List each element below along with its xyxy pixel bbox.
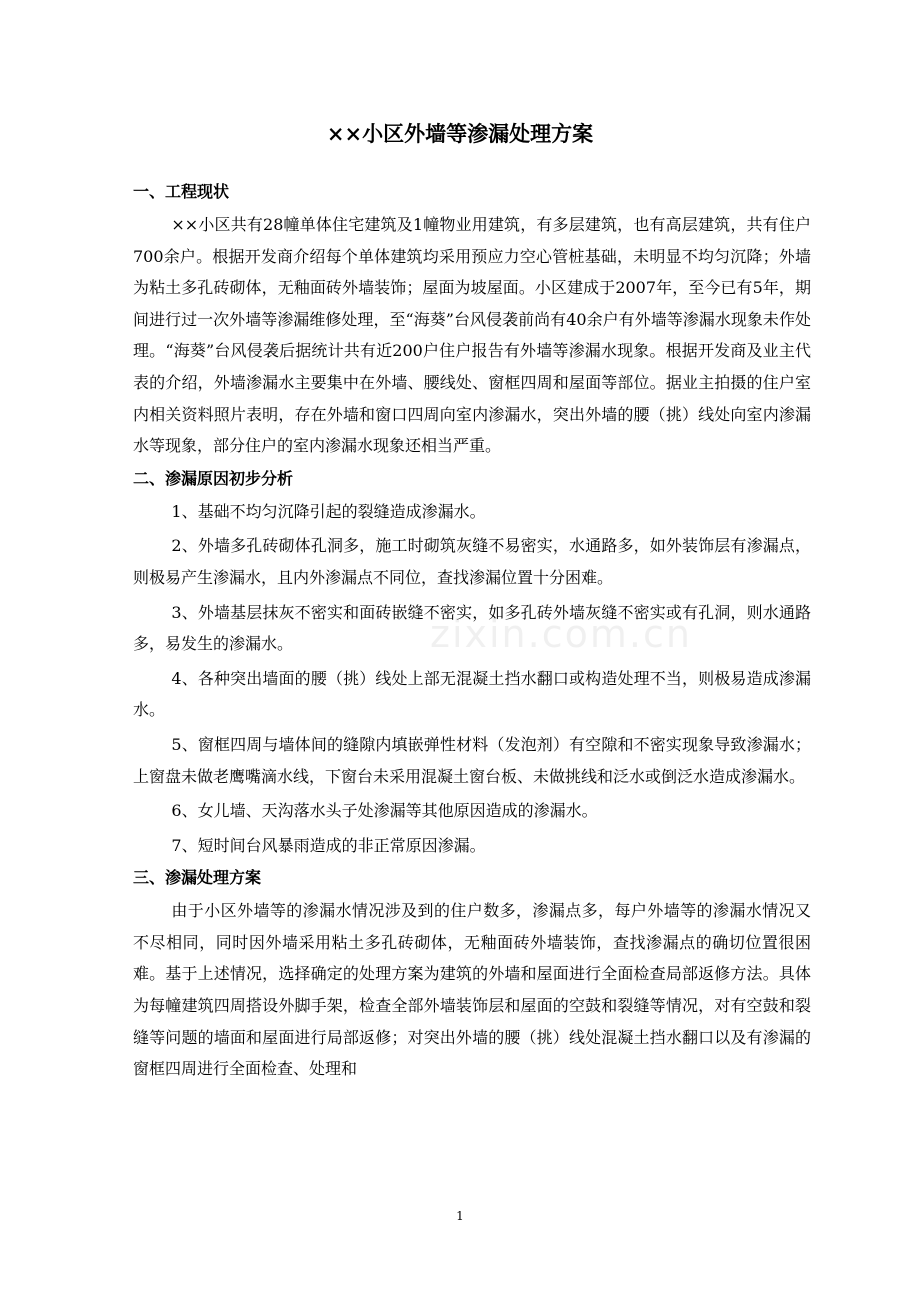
paragraph-plan: 由于小区外墙等的渗漏水情况涉及到的住户数多，渗漏点多，每户外墙等的渗漏水情况又不尽相同，同时因外墙采用粘土多孔砖砌体，无釉面砖外墙装饰，查找渗漏点的确切位置很困难。基于上述情况，选择确定的处理方案为建筑的外墙和屋面进行全面检查局部返修方法。具体为每幢建筑四周搭设外脚手架，检查全部外墙装饰层和屋面的空鼓和裂缝等情况，对有空鼓和裂缝等问题的墙面和屋面进行局部返修；对突出外墙的腰（挑）线处混凝土挡水翻口以及有渗漏的窗框四周进行全面检查、处理和: [133, 901, 811, 1079]
cause-item-1: 1、基础不均匀沉降引起的裂缝造成渗漏水。: [171, 501, 486, 521]
document-title: ××小区外墙等渗漏处理方案: [326, 121, 594, 146]
cause-item-5: 5、窗框四周与墙体间的缝隙内填嵌弹性材料（发泡剂）有空隙和不密实现象导致渗漏水；上窗盘未做老鹰嘴滴水线，下窗台未采用混凝土窗台板、未做挑线和泛水或倒泛水造成渗漏水。: [133, 734, 811, 786]
document-body: [133, 175, 811, 1085]
paragraph-status: ××小区共有28幢单体住宅建筑及1幢物业用建筑，有多层建筑，也有高层建筑，共有住户700余户。根据开发商介绍每个单体建筑均采用预应力空心管桩基础，未明显不均匀沉降；外墙为粘土多孔砖砌体，无釉面砖外墙装饰；屋面为坡屋面。小区建成于2007年，至今已有5年，期间进行过一次外墙等渗漏维修处理，至“海葵”台风侵袭前尚有40余户有外墙等渗漏水现象未作处理。“海葵”台风侵袭后据统计共有近200户住户报告有外墙等渗漏水现象。根据开发商及业主代表的介绍，外墙渗漏水主要集中在外墙、腰线处、窗框四周和屋面等部位。据业主拍摄的住户室内相关资料照片表明，存在外墙和窗口四周向室内渗漏水，突出外墙的腰（挑）线处向室内渗漏水等现象，部分住户的室内渗漏水现象还相当严重。: [133, 215, 811, 456]
cause-item-4: 4、各种突出墙面的腰（挑）线处上部无混凝土挡水翻口或构造处理不当，则极易造成渗漏水。: [133, 668, 811, 720]
cause-item-6: 6、女儿墙、天沟落水头子处渗漏等其他原因造成的渗漏水。: [171, 801, 598, 821]
page-number: 1: [456, 1209, 464, 1223]
section-heading-cause: 二、渗漏原因初步分析: [133, 468, 294, 488]
cause-item-3: 3、外墙基层抹灰不密实和面砖嵌缝不密实，如多孔砖外墙灰缝不密实或有孔洞，则水通路多，易发生的渗漏水。: [133, 602, 811, 654]
section-heading-status: 一、工程现状: [133, 182, 230, 201]
cause-item-7: 7、短时间台风暴雨造成的非正常原因渗漏。: [171, 835, 486, 855]
cause-item-2: 2、外墙多孔砖砌体孔洞多，施工时砌筑灰缝不易密实，水通路多，如外装饰层有渗漏点，则极易产生渗漏水，且内外渗漏点不同位，查找渗漏位置十分困难。: [133, 536, 811, 587]
section-heading-plan: 三、渗漏处理方案: [133, 868, 262, 888]
watermark: zixin.com.cn: [430, 612, 692, 656]
